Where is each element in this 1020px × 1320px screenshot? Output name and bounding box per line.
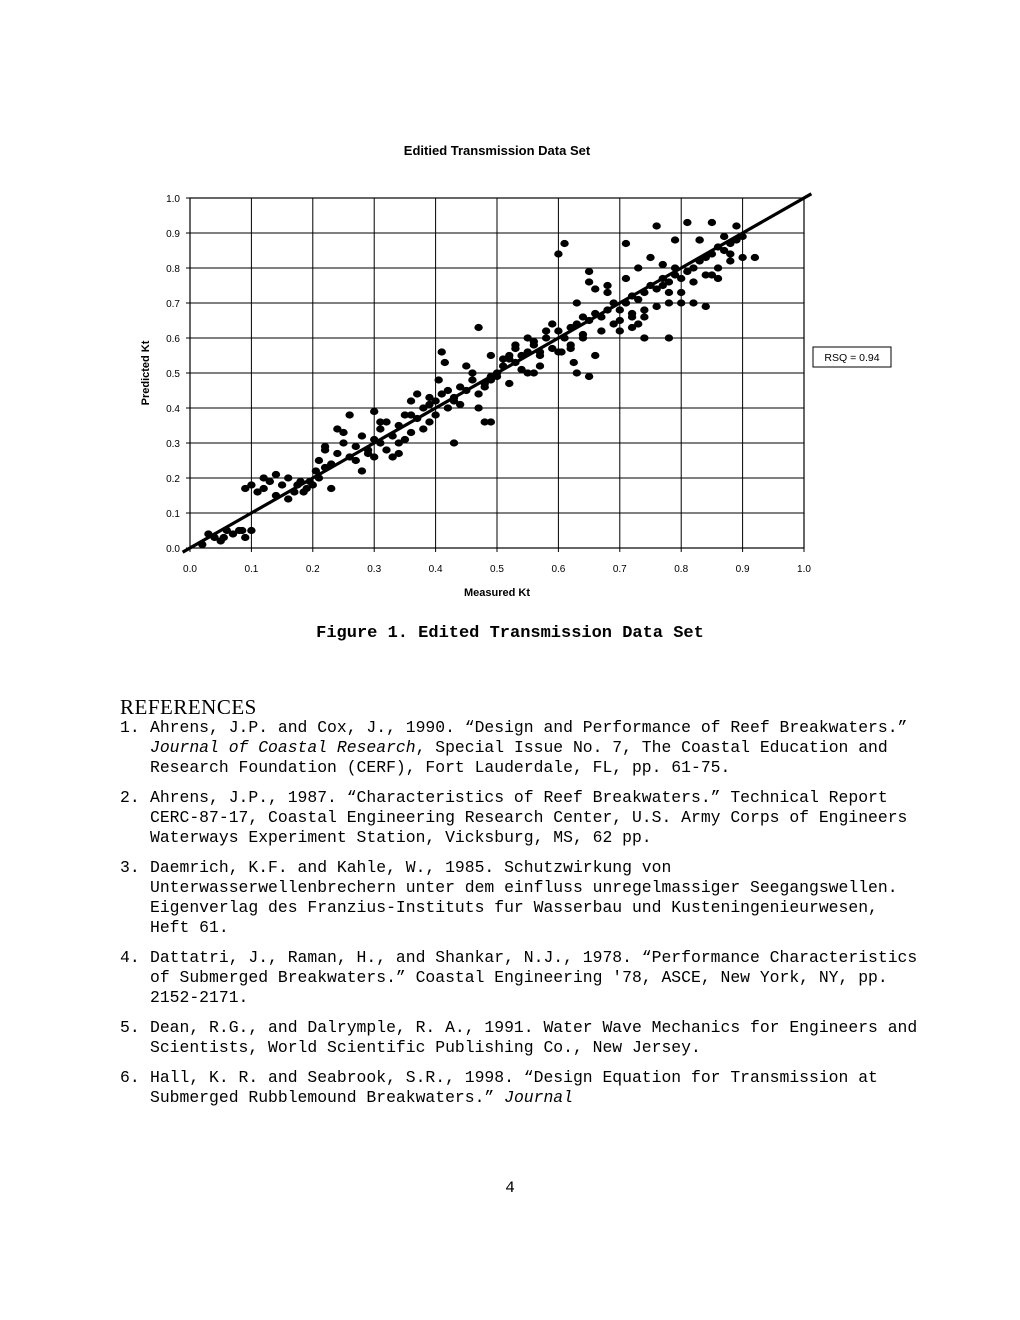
y-axis-label: Predicted Kt: [140, 340, 152, 406]
data-point: [431, 411, 439, 418]
reference-item: [120, 1068, 920, 1108]
data-point: [425, 394, 433, 401]
y-tick-label: 1.0: [166, 194, 180, 205]
data-point: [566, 345, 574, 352]
reference-text: Dean, R.G., and Dalrymple, R. A., 1991. Water Wave Mechanics for Engineers and Scientists, World Scientific Publishing Co., New Jersey.: [150, 1018, 918, 1057]
x-tick-label: 0.7: [612, 564, 627, 575]
data-point: [321, 443, 329, 450]
data-point: [401, 436, 409, 443]
data-point: [542, 334, 550, 341]
data-point: [530, 369, 538, 376]
reference-text: Daemrich, K.F. and Kahle, W., 1985. Schutzwirkung von Unterwasserwellenbrechern unter dem einfluss unregelmassiger Seegangswellen. Eigenverlag des Franzius-Instituts fur Wasserbau und Kusteningenieurwesen, Heft 61.: [150, 858, 898, 937]
data-point: [505, 380, 513, 387]
x-tick-label: 0.3: [367, 564, 382, 575]
data-point: [665, 334, 673, 341]
data-point: [407, 429, 415, 436]
data-point: [616, 306, 624, 313]
page-number: 4: [505, 1179, 515, 1197]
data-point: [702, 303, 710, 310]
data-point: [450, 439, 458, 446]
data-point: [284, 495, 292, 502]
data-point: [345, 411, 353, 418]
reference-item: [120, 788, 920, 848]
x-tick-label: 0.6: [551, 564, 566, 575]
data-point: [646, 254, 654, 261]
y-tick-label: 0.7: [166, 299, 180, 310]
data-point: [603, 282, 611, 289]
data-point: [358, 432, 366, 439]
x-tick-label: 0.1: [244, 564, 259, 575]
y-tick-label: 0.6: [166, 334, 180, 345]
data-point: [689, 264, 697, 271]
data-point: [677, 299, 685, 306]
reference-text: Ahrens, J.P., 1987. “Characteristics of Reef Breakwaters.” Technical Report CERC-87-17, Coastal Engineering Research Center, U.S. Army Corps of Engineers Waterways Experiment Station, Vicksburg, MS, 62 pp.: [150, 788, 908, 847]
data-point: [444, 404, 452, 411]
chart-svg: [0, 0, 1020, 620]
data-point: [468, 369, 476, 376]
data-point: [352, 457, 360, 464]
references-list: [120, 718, 920, 1118]
data-point: [659, 261, 667, 268]
x-tick-label: 0.5: [490, 564, 504, 575]
rsq-annotation: [813, 347, 891, 367]
data-point: [419, 425, 427, 432]
scatter-chart: [0, 0, 1020, 620]
data-point: [585, 278, 593, 285]
data-point: [570, 359, 578, 366]
data-point: [468, 376, 476, 383]
data-point: [652, 303, 660, 310]
data-point: [487, 352, 495, 359]
references-heading: REFERENCES: [120, 695, 257, 719]
data-point: [634, 264, 642, 271]
data-point: [557, 348, 565, 355]
y-tick-label: 0.1: [166, 509, 180, 520]
data-point: [407, 411, 415, 418]
data-point: [634, 320, 642, 327]
data-point: [481, 383, 489, 390]
data-point: [241, 534, 249, 541]
data-point: [434, 376, 442, 383]
data-point: [708, 219, 716, 226]
data-point: [659, 282, 667, 289]
data-point: [677, 275, 685, 282]
data-point: [487, 418, 495, 425]
data-point: [272, 471, 280, 478]
data-point: [628, 313, 636, 320]
chart-title: Editied Transmission Data Set: [403, 143, 591, 158]
y-tick-label: 0.0: [166, 544, 180, 555]
data-point: [554, 250, 562, 257]
data-point: [616, 327, 624, 334]
data-point: [560, 240, 568, 247]
x-tick-label: 0.8: [674, 564, 689, 575]
reference-number: 5.: [120, 1018, 140, 1037]
data-point: [603, 289, 611, 296]
data-point: [585, 373, 593, 380]
x-axis-label: Measured Kt: [463, 587, 531, 599]
data-point: [238, 527, 246, 534]
data-point: [425, 418, 433, 425]
data-point: [652, 222, 660, 229]
reference-number: 2.: [120, 788, 140, 807]
data-point: [395, 450, 403, 457]
data-point: [616, 317, 624, 324]
data-point: [665, 299, 673, 306]
journal-title: Journal of Coastal Research: [150, 738, 416, 757]
data-point: [708, 271, 716, 278]
data-point: [738, 254, 746, 261]
data-point: [462, 362, 470, 369]
data-point: [677, 289, 685, 296]
data-point: [441, 359, 449, 366]
data-point: [640, 334, 648, 341]
data-point: [220, 534, 228, 541]
data-point: [573, 299, 581, 306]
data-point: [474, 390, 482, 397]
data-point: [671, 236, 679, 243]
data-point: [573, 369, 581, 376]
data-point: [720, 233, 728, 240]
data-point: [376, 418, 384, 425]
data-point: [634, 296, 642, 303]
data-point: [339, 439, 347, 446]
data-point: [689, 299, 697, 306]
x-tick-label: 0.9: [735, 564, 750, 575]
figure-caption: Figure 1. Edited Transmission Data Set: [316, 624, 704, 643]
reference-text: Dattatri, J., Raman, H., and Shankar, N.J., 1978. “Performance Characteristics of Submerged Breakwaters.” Coastal Engineering '78, ASCE, New York, NY, pp. 2152-2171.: [150, 948, 918, 1007]
y-tick-label: 0.2: [166, 474, 180, 485]
y-tick-label: 0.4: [166, 404, 180, 415]
data-point: [542, 327, 550, 334]
journal-title: Journal: [504, 1088, 573, 1107]
reference-number: 3.: [120, 858, 140, 877]
y-tick-label: 0.5: [166, 369, 180, 380]
reference-item: [120, 718, 920, 778]
reference-number: 6.: [120, 1068, 140, 1087]
data-point: [726, 257, 734, 264]
data-point: [579, 334, 587, 341]
data-point: [259, 474, 267, 481]
data-point: [597, 327, 605, 334]
data-point: [333, 450, 341, 457]
data-point: [247, 481, 255, 488]
data-point: [370, 408, 378, 415]
data-point: [370, 453, 378, 460]
y-tick-label: 0.9: [166, 229, 180, 240]
data-point: [505, 352, 513, 359]
data-point: [622, 275, 630, 282]
data-point: [548, 320, 556, 327]
data-point: [665, 289, 673, 296]
data-point: [474, 404, 482, 411]
data-point: [333, 425, 341, 432]
data-point: [438, 348, 446, 355]
x-tick-label: 0.4: [428, 564, 443, 575]
data-point: [536, 362, 544, 369]
reference-item: [120, 858, 920, 938]
data-point: [622, 240, 630, 247]
data-point: [695, 236, 703, 243]
data-point: [315, 457, 323, 464]
data-point: [714, 264, 722, 271]
data-point: [413, 390, 421, 397]
data-point: [726, 250, 734, 257]
reference-number: 4.: [120, 948, 140, 967]
data-point: [247, 527, 255, 534]
data-point: [591, 285, 599, 292]
data-point: [259, 485, 267, 492]
data-point: [474, 324, 482, 331]
data-point: [732, 222, 740, 229]
data-point: [299, 488, 307, 495]
y-tick-label: 0.8: [166, 264, 180, 275]
data-point: [511, 345, 519, 352]
rsq-annotation-text: RSQ = 0.94: [824, 352, 880, 364]
reference-text: Ahrens, J.P. and Cox, J., 1990. “Design and Performance of Reef Breakwaters.” Journal of Coastal Research, Special Issue No. 7, The Coastal Education and Research Foundation (CERF), Fort Lauderdale, FL, pp. 61-75.: [150, 718, 908, 777]
data-point: [585, 268, 593, 275]
reference-number: 1.: [120, 718, 140, 737]
y-tick-label: 0.3: [166, 439, 180, 450]
data-point: [640, 306, 648, 313]
data-point: [751, 254, 759, 261]
data-point: [640, 313, 648, 320]
data-point: [358, 467, 366, 474]
data-point: [327, 485, 335, 492]
x-tick-label: 0.2: [305, 564, 320, 575]
data-point: [278, 481, 286, 488]
data-point: [591, 352, 599, 359]
data-point: [284, 474, 292, 481]
x-tick-label: 1.0: [797, 564, 811, 575]
reference-item: [120, 1018, 920, 1058]
data-point: [376, 425, 384, 432]
reference-item: [120, 948, 920, 1008]
data-point: [689, 278, 697, 285]
data-point: [683, 219, 691, 226]
reference-text: Hall, K. R. and Seabrook, S.R., 1998. “Design Equation for Transmission at Submerged Rubblemound Breakwaters.” Journal: [150, 1068, 878, 1107]
data-point: [554, 327, 562, 334]
data-point: [407, 397, 415, 404]
data-point: [382, 446, 390, 453]
data-point: [524, 334, 532, 341]
x-tick-label: 0.0: [183, 564, 197, 575]
data-point: [352, 443, 360, 450]
data-point: [444, 387, 452, 394]
